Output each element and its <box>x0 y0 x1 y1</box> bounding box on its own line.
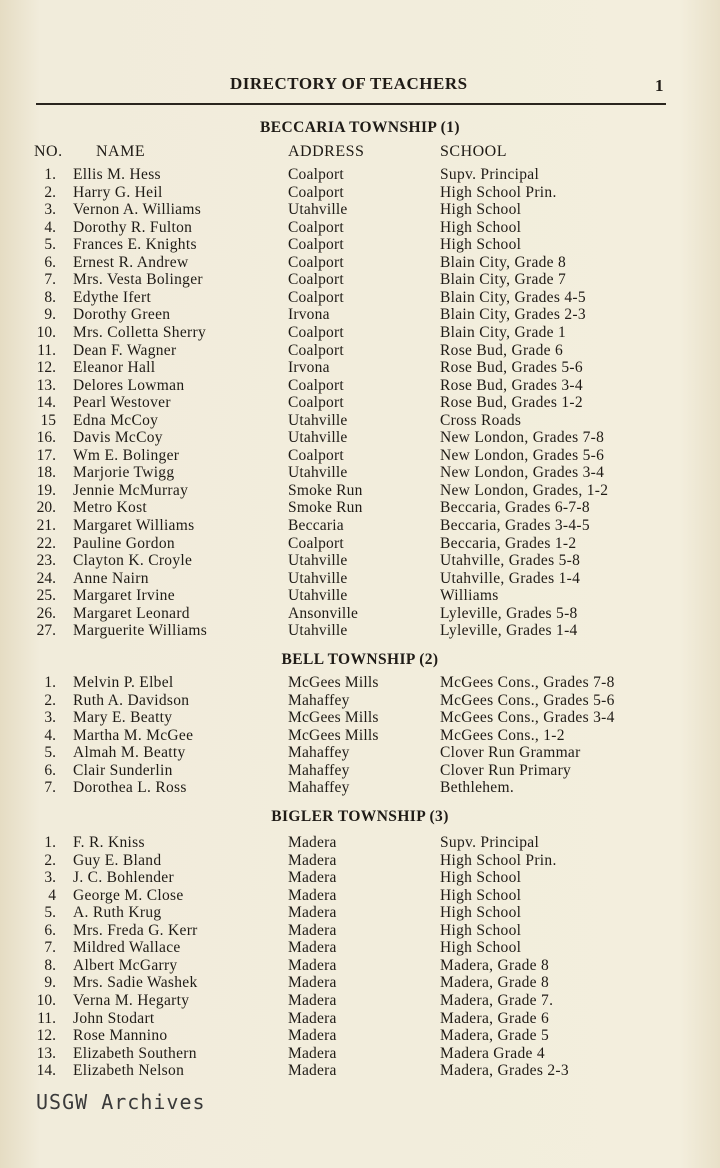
table-row <box>0 517 720 535</box>
teacher-name: F. R. Kniss <box>73 834 145 851</box>
table-row <box>0 552 720 570</box>
section-title-beccaria: BECCARIA TOWNSHIP (1) <box>260 119 460 136</box>
teacher-school: McGees Cons., Grades 3-4 <box>440 709 615 727</box>
teacher-school: New London, Grades, 1-2 <box>440 481 609 499</box>
teacher-name: Mrs. Freda G. Kerr <box>73 921 198 939</box>
teacher-address: Coalport <box>288 166 344 183</box>
teacher-address: Utahville <box>288 411 348 429</box>
table-row <box>0 412 720 430</box>
table-row <box>0 674 720 692</box>
teacher-school: McGees Cons., 1-2 <box>440 726 565 744</box>
teacher-address: Madera <box>288 1062 337 1080</box>
teacher-address: Madera <box>288 974 337 992</box>
column-header-school: SCHOOL <box>440 143 508 160</box>
teacher-name: Eleanor Hall <box>73 359 156 377</box>
teacher-number: 10. <box>36 323 56 341</box>
teacher-address: Coalport <box>288 236 344 254</box>
teacher-name: Ruth A. Davidson <box>73 691 190 709</box>
teacher-school: High School <box>440 904 522 922</box>
teacher-school: Rose Bud, Grade 6 <box>440 341 564 359</box>
teacher-address: Madera <box>288 921 337 939</box>
teacher-name: Melvin P. Elbel <box>73 674 174 691</box>
table-row <box>0 306 720 324</box>
table-row <box>0 834 720 852</box>
teacher-number: 5. <box>44 904 56 922</box>
teacher-name: Wm E. Bolinger <box>73 446 180 464</box>
teacher-number: 1. <box>44 674 56 691</box>
table-row <box>0 692 720 710</box>
teacher-address: McGees Mills <box>288 709 379 727</box>
teacher-name: Margaret Leonard <box>73 604 190 622</box>
teacher-school: Blain City, Grade 1 <box>440 323 567 341</box>
teacher-number: 7. <box>44 779 56 797</box>
teacher-name: Mildred Wallace <box>73 939 181 957</box>
teacher-address: Coalport <box>288 183 344 201</box>
teacher-school: High School <box>440 886 522 904</box>
teacher-name: Elizabeth Southern <box>73 1044 197 1062</box>
teacher-number: 2. <box>44 183 56 201</box>
teacher-school: Madera, Grade 8 <box>440 956 550 974</box>
table-row <box>0 271 720 289</box>
table-row <box>0 779 720 797</box>
table-row <box>0 709 720 727</box>
table-row <box>0 957 720 975</box>
teacher-school: Madera, Grade 7. <box>440 991 554 1009</box>
table-row <box>0 992 720 1010</box>
teacher-number: 4. <box>44 218 56 236</box>
table-row <box>0 1062 720 1080</box>
teacher-name: John Stodart <box>73 1009 155 1027</box>
teacher-number: 5. <box>44 744 56 762</box>
teacher-school: High School <box>440 218 522 236</box>
table-row <box>0 974 720 992</box>
teacher-address: Mahaffey <box>288 761 350 779</box>
teacher-number: 13. <box>36 1044 56 1062</box>
teacher-number: 2. <box>44 691 56 709</box>
teacher-number: 14. <box>36 1062 56 1080</box>
table-row <box>0 359 720 377</box>
teacher-school: McGees Cons., Grades 7-8 <box>440 674 615 691</box>
teacher-school: Beccaria, Grades 6-7-8 <box>440 499 590 517</box>
teacher-number: 17. <box>36 446 56 464</box>
teacher-name: Ellis M. Hess <box>73 166 161 183</box>
teacher-number: 13. <box>36 376 56 394</box>
teacher-number: 26. <box>36 604 56 622</box>
teacher-name: Clair Sunderlin <box>73 761 173 779</box>
teacher-address: Madera <box>288 869 337 887</box>
teacher-name: Albert McGarry <box>73 956 178 974</box>
teacher-school: High School <box>440 939 522 957</box>
teacher-school: McGees Cons., Grades 5-6 <box>440 691 615 709</box>
teacher-number: 21. <box>36 517 56 534</box>
teacher-name: Vernon A. Williams <box>73 201 202 219</box>
teacher-number: 2. <box>44 851 56 869</box>
teacher-name: Mrs. Vesta Bolinger <box>73 271 203 289</box>
table-row <box>0 939 720 957</box>
teacher-school: Beccaria, Grades 3-4-5 <box>440 517 590 534</box>
teacher-number: 23. <box>36 552 56 570</box>
table-row <box>0 166 720 184</box>
teacher-address: Madera <box>288 939 337 957</box>
table-row <box>0 605 720 623</box>
teacher-school: Lyleville, Grades 5-8 <box>440 604 578 622</box>
teacher-school: Blain City, Grades 4-5 <box>440 288 586 306</box>
teacher-address: Mahaffey <box>288 691 350 709</box>
teacher-address: Utahville <box>288 201 348 219</box>
teacher-address: Smoke Run <box>288 499 363 517</box>
teacher-address: Irvona <box>288 359 330 377</box>
page-title: DIRECTORY OF TEACHERS <box>230 74 468 93</box>
teacher-name: George M. Close <box>73 886 184 904</box>
teacher-name: Martha M. McGee <box>73 726 194 744</box>
teacher-school: High School Prin. <box>440 851 557 869</box>
teacher-address: Coalport <box>288 253 344 271</box>
teacher-name: Guy E. Bland <box>73 851 162 869</box>
teacher-school: Madera, Grade 6 <box>440 1009 550 1027</box>
teacher-name: Marjorie Twigg <box>73 464 175 482</box>
teacher-number: 9. <box>44 974 56 992</box>
teacher-number: 14. <box>36 394 56 412</box>
teacher-school: Lyleville, Grades 1-4 <box>440 622 578 640</box>
teacher-address: Madera <box>288 886 337 904</box>
teacher-school: New London, Grades 7-8 <box>440 429 605 447</box>
table-row <box>0 394 720 412</box>
teacher-number: 1. <box>44 166 56 183</box>
teacher-address: Coalport <box>288 446 344 464</box>
teacher-school: Bethlehem. <box>440 779 515 797</box>
teacher-school: Supv. Principal <box>440 834 540 851</box>
teacher-address: Utahville <box>288 622 348 640</box>
teacher-school: Blain City, Grades 2-3 <box>440 306 586 324</box>
teacher-number: 6. <box>44 921 56 939</box>
teacher-address: Utahville <box>288 429 348 447</box>
teacher-address: Madera <box>288 1044 337 1062</box>
teacher-name: Clayton K. Croyle <box>73 552 193 570</box>
teacher-name: Jennie McMurray <box>73 481 189 499</box>
table-row <box>0 1027 720 1045</box>
teacher-name: Mrs. Sadie Washek <box>73 974 198 992</box>
teacher-address: McGees Mills <box>288 726 379 744</box>
column-header-address: ADDRESS <box>288 143 365 160</box>
table-row <box>0 447 720 465</box>
teacher-number: 11. <box>37 1009 56 1027</box>
teacher-address: McGees Mills <box>288 674 379 691</box>
table-row <box>0 869 720 887</box>
teacher-address: Utahville <box>288 587 348 605</box>
teacher-name: Dorothy R. Fulton <box>73 218 193 236</box>
teacher-school: High School <box>440 236 522 254</box>
teacher-school: Clover Run Primary <box>440 761 572 779</box>
teacher-number: 5. <box>44 236 56 254</box>
teacher-number: 24. <box>36 569 56 587</box>
table-row <box>0 429 720 447</box>
teacher-address: Coalport <box>288 394 344 412</box>
teacher-name: Ernest R. Andrew <box>73 253 189 271</box>
teacher-school: Madera, Grades 2-3 <box>440 1062 569 1080</box>
teacher-address: Madera <box>288 991 337 1009</box>
teacher-name: Margaret Irvine <box>73 587 175 605</box>
teacher-name: Edna McCoy <box>73 411 159 429</box>
teacher-address: Coalport <box>288 288 344 306</box>
teacher-name: A. Ruth Krug <box>73 904 162 922</box>
teacher-name: Frances E. Knights <box>73 236 197 254</box>
teacher-name: Metro Kost <box>73 499 148 517</box>
teacher-number: 22. <box>36 534 56 552</box>
teacher-number: 8. <box>44 956 56 974</box>
teacher-school: Rose Bud, Grades 3-4 <box>440 376 583 394</box>
teacher-number: 3. <box>44 201 56 219</box>
teacher-number: 12. <box>36 359 56 377</box>
table-row <box>0 289 720 307</box>
table-row <box>0 622 720 640</box>
teacher-address: Madera <box>288 956 337 974</box>
teacher-name: Edythe Ifert <box>73 288 152 306</box>
teacher-name: Anne Nairn <box>73 569 149 587</box>
teacher-school: Utahville, Grades 1-4 <box>440 569 581 587</box>
teacher-name: Rose Mannino <box>73 1027 168 1045</box>
teacher-name: Dean F. Wagner <box>73 341 177 359</box>
teacher-number: 8. <box>44 288 56 306</box>
teacher-school: Madera, Grade 5 <box>440 1027 550 1045</box>
teacher-address: Irvona <box>288 306 330 324</box>
teacher-address: Mahaffey <box>288 744 350 762</box>
table-row <box>0 377 720 395</box>
table-row <box>0 201 720 219</box>
table-row <box>0 254 720 272</box>
teacher-name: Harry G. Heil <box>73 183 163 201</box>
teacher-number: 18. <box>36 464 56 482</box>
teacher-address: Madera <box>288 904 337 922</box>
teacher-number: 7. <box>44 271 56 289</box>
table-row <box>0 342 720 360</box>
teacher-address: Utahville <box>288 464 348 482</box>
teacher-name: Davis McCoy <box>73 429 163 447</box>
teacher-school: High School <box>440 869 522 887</box>
table-row <box>0 219 720 237</box>
teacher-address: Mahaffey <box>288 779 350 797</box>
teacher-address: Coalport <box>288 376 344 394</box>
table-row <box>0 535 720 553</box>
table-row <box>0 324 720 342</box>
section-title-bigler: BIGLER TOWNSHIP (3) <box>271 808 449 825</box>
table-row <box>0 587 720 605</box>
teacher-school: Blain City, Grade 8 <box>440 253 567 271</box>
table-row <box>0 482 720 500</box>
teacher-school: New London, Grades 5-6 <box>440 446 605 464</box>
teacher-name: Elizabeth Nelson <box>73 1062 185 1080</box>
teacher-address: Smoke Run <box>288 481 363 499</box>
table-row <box>0 570 720 588</box>
table-row <box>0 852 720 870</box>
teacher-school: Williams <box>440 587 499 605</box>
teacher-number: 12. <box>36 1027 56 1045</box>
teacher-name: J. C. Bohlender <box>73 869 174 887</box>
column-header-name: NAME <box>96 143 146 160</box>
teacher-address: Coalport <box>288 218 344 236</box>
teacher-address: Coalport <box>288 323 344 341</box>
teacher-school: Madera Grade 4 <box>440 1044 545 1062</box>
teacher-number: 3. <box>44 869 56 887</box>
teacher-address: Ansonville <box>288 604 359 622</box>
teacher-school: Rose Bud, Grades 5-6 <box>440 359 583 377</box>
teacher-school: High School <box>440 201 522 219</box>
teacher-address: Utahville <box>288 569 348 587</box>
teacher-name: Margaret Williams <box>73 517 195 534</box>
teacher-number: 7. <box>44 939 56 957</box>
teacher-address: Madera <box>288 1027 337 1045</box>
watermark: USGW Archives <box>36 1090 206 1114</box>
teacher-name: Marguerite Williams <box>73 622 208 640</box>
teacher-school: Clover Run Grammar <box>440 744 581 762</box>
table-row <box>0 762 720 780</box>
teacher-address: Coalport <box>288 534 344 552</box>
teacher-address: Madera <box>288 851 337 869</box>
teacher-number: 19. <box>36 481 56 499</box>
table-row <box>0 922 720 940</box>
header-rule <box>36 103 666 105</box>
table-row <box>0 744 720 762</box>
table-row <box>0 1045 720 1063</box>
teacher-name: Delores Lowman <box>73 376 185 394</box>
teacher-number: 3. <box>44 709 56 727</box>
table-row <box>0 904 720 922</box>
table-row <box>0 236 720 254</box>
teacher-address: Madera <box>288 1009 337 1027</box>
table-row <box>0 727 720 745</box>
teacher-number: 27. <box>36 622 56 640</box>
table-row <box>0 464 720 482</box>
teacher-number: 25. <box>36 587 56 605</box>
teacher-school: Utahville, Grades 5-8 <box>440 552 581 570</box>
teacher-school: Cross Roads <box>440 411 522 429</box>
teacher-school: New London, Grades 3-4 <box>440 464 605 482</box>
teacher-name: Pearl Westover <box>73 394 171 412</box>
teacher-address: Beccaria <box>288 517 344 534</box>
teacher-number: 16. <box>36 429 56 447</box>
teacher-school: Rose Bud, Grades 1-2 <box>440 394 583 412</box>
table-row <box>0 887 720 905</box>
teacher-school: Beccaria, Grades 1-2 <box>440 534 577 552</box>
teacher-number: 20. <box>36 499 56 517</box>
teacher-number: 1. <box>44 834 56 851</box>
table-row <box>0 1010 720 1028</box>
teacher-name: Verna M. Hegarty <box>73 991 190 1009</box>
teacher-address: Madera <box>288 834 337 851</box>
teacher-number: 11. <box>37 341 56 359</box>
teacher-name: Almah M. Beatty <box>73 744 186 762</box>
section-title-bell: BELL TOWNSHIP (2) <box>281 651 439 668</box>
teacher-name: Pauline Gordon <box>73 534 175 552</box>
teacher-number: 4 <box>48 886 56 904</box>
teacher-name: Dorothy Green <box>73 306 171 324</box>
teacher-number: 9. <box>44 306 56 324</box>
teacher-number: 6. <box>44 253 56 271</box>
teacher-number: 6. <box>44 761 56 779</box>
teacher-school: High School <box>440 921 522 939</box>
page-number: 1 <box>655 76 664 95</box>
teacher-address: Coalport <box>288 271 344 289</box>
teacher-name: Dorothea L. Ross <box>73 779 187 797</box>
teacher-number: 10. <box>36 991 56 1009</box>
teacher-school: Madera, Grade 8 <box>440 974 550 992</box>
teacher-name: Mrs. Colletta Sherry <box>73 323 206 341</box>
teacher-number: 15 <box>40 411 56 429</box>
teacher-address: Utahville <box>288 552 348 570</box>
teacher-school: High School Prin. <box>440 183 557 201</box>
table-row <box>0 499 720 517</box>
teacher-name: Mary E. Beatty <box>73 709 173 727</box>
teacher-school: Blain City, Grade 7 <box>440 271 567 289</box>
teacher-school: Supv. Principal <box>440 166 540 183</box>
column-header-no: NO. <box>34 143 63 160</box>
table-row <box>0 184 720 202</box>
teacher-address: Coalport <box>288 341 344 359</box>
teacher-number: 4. <box>44 726 56 744</box>
